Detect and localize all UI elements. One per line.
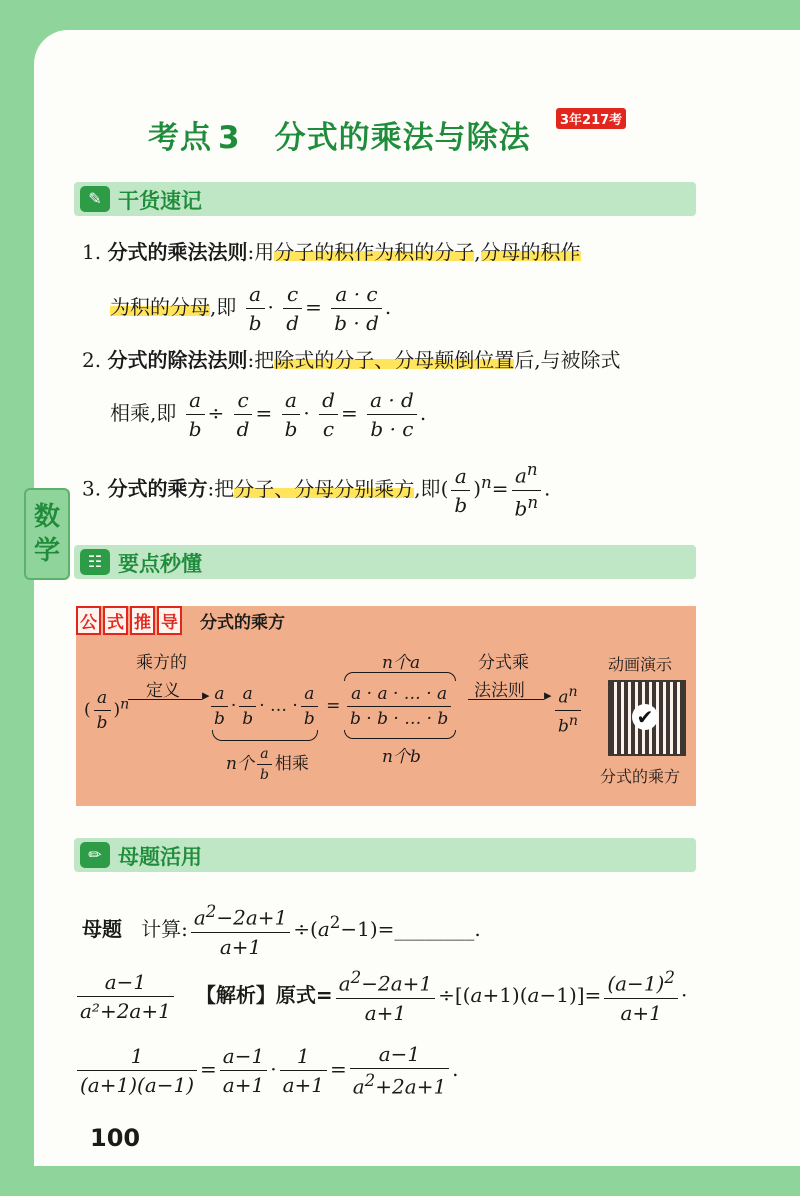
subject-tab <box>24 488 70 580</box>
rule-number: 3. <box>82 476 102 501</box>
problem-line: 母题 计算: $\frac{a^2-2a+1}{a+1}$ $\div(a^2-1)=\_\_\_\_\_\_\_\_$. <box>82 902 481 959</box>
analysis-line-2: $\frac{1}{(a+1)(a-1)}$ = $\frac{a-1}{a+1}$ · $\frac{1}{a+1}$ = $\frac{a-1}{a^2+2a+1}$ . <box>74 1042 459 1099</box>
product-expression: $\frac{a}{b}$ · $\frac{a}{b}$ · … · $\frac{a}{b}$ = <box>208 684 340 729</box>
arrow2-head: ▸ <box>544 686 552 704</box>
base-expression: ( $\frac{a}{b}$ )$^n$ <box>84 688 130 733</box>
subject-char-1: 数 <box>33 502 60 532</box>
highlight: 为积的分母 <box>110 295 210 319</box>
bottom-brace-label: n个b <box>382 747 421 767</box>
section-header-key-points <box>74 545 696 579</box>
fraction: $\frac{a^n}{b^n}$ <box>512 460 542 520</box>
text: 相乘,即 <box>110 401 177 425</box>
highlight: 分子的积作为积的分子 <box>274 240 475 264</box>
rule-2-line-1 <box>82 344 621 373</box>
rule-number: 1. <box>82 240 102 264</box>
qr-caption: 分式的乘方 <box>600 767 681 786</box>
derivation-title: 分式的乘方 <box>200 613 285 633</box>
subject-char-2: 学 <box>33 536 60 566</box>
problem-ask: 计算: <box>141 916 188 941</box>
fraction: $\frac{a}{b}$ <box>246 282 265 335</box>
rule-heading: 分式的乘法法则 <box>107 240 248 264</box>
problem-label: 母题 <box>82 916 122 941</box>
arrow1-top: 乘方的 <box>136 653 187 673</box>
fraction: $\frac{1}{(a+1)(a-1)}$ <box>77 1044 197 1097</box>
text: :把 <box>207 476 235 501</box>
presenter-icon: ☷ <box>80 549 110 575</box>
derivation-box <box>76 606 696 806</box>
fraction: $\frac{a^2-2a+1}{a+1}$ <box>336 968 435 1025</box>
n-label: n个 <box>226 754 254 774</box>
rule-1-line-2: 为积的分母,即 $\frac{a}{b}$ · $\frac{c}{d}$ = $\frac{a \cdot c}{b \cdot d}$ . <box>110 282 392 335</box>
merged-fraction: $\frac{a \cdot a \cdot \dots \cdot a}{b \cdot b \cdot \dots \cdot b}$ <box>344 684 454 729</box>
highlight: 分母的积作 <box>480 240 581 264</box>
title-number: 3 <box>218 120 241 156</box>
fraction: $\frac{a}{b}$ <box>282 388 301 441</box>
rule-2-line-2: 相乘,即 $\frac{a}{b}$ ÷ $\frac{c}{d}$ = $\frac{a}{b}$ · $\frac{d}{c}$ = $\frac{a \cdot d}{b \cdot c}$ . <box>110 388 427 441</box>
fraction: $\frac{a}{b}$ <box>451 464 470 517</box>
text: ,即 <box>210 295 237 319</box>
mult-label: 相乘 <box>274 754 309 774</box>
section-header-notes <box>74 182 696 216</box>
section-title: 母题活用 <box>118 845 202 869</box>
highlight: 除式的分子、分母颠倒位置 <box>274 348 515 372</box>
tag-char: 式 <box>103 606 128 635</box>
section-title: 干货速记 <box>118 189 202 213</box>
brace-under <box>212 730 318 741</box>
n-times-label: n个 $\frac{a}{b}$ 相乘 <box>226 746 309 783</box>
text: , <box>474 240 481 264</box>
arrow2-top: 分式乘 <box>478 653 529 673</box>
analysis-line-1: $\frac{a-1}{\text{a²+2a+1}}$ 【解析】原式= $\frac{a^2-2a+1}{a+1}$ ÷[(a+1)(a−1)]= $\frac{(a-1)^2}{a+1}$ · <box>74 968 687 1025</box>
rule-heading: 分式的除法法则 <box>107 348 248 372</box>
tag-char: 导 <box>157 606 182 635</box>
check-icon: ✔ <box>632 704 658 730</box>
tag-char: 推 <box>130 606 155 635</box>
rule-3-line: 3. 分式的乘方:把分子、分母分别乘方,即( $\frac{a}{b}$ )$^n$= $\frac{a^n}{b^n}$ . <box>82 460 551 521</box>
fraction: $\frac{(a-1)^2}{a+1}$ <box>604 968 678 1025</box>
text: 后,与被除式 <box>514 348 621 372</box>
fraction: $\frac{c}{d}$ <box>234 388 253 441</box>
fraction: $\frac{c}{d}$ <box>283 282 302 335</box>
derivation-tag <box>76 606 184 635</box>
top-brace-label: n个a <box>382 653 421 673</box>
title-label: 考点 <box>148 120 212 156</box>
text: ,即 <box>414 476 441 501</box>
fraction: $\frac{1}{a+1}$ <box>280 1044 327 1097</box>
brace-over <box>344 672 456 681</box>
pencil-icon: ✏ <box>80 842 110 868</box>
page-title <box>148 112 531 157</box>
rule-heading: 分式的乘方 <box>107 476 208 501</box>
fraction: $\frac{a}{b}$ <box>186 388 205 441</box>
animation-label: 动画演示 <box>608 655 673 674</box>
notes-icon: ✎ <box>80 186 110 212</box>
fraction: $\frac{a \cdot c}{b \cdot d}$ <box>331 282 382 335</box>
title-topic: 分式的乘法与除法 <box>274 120 531 156</box>
rule-1-line-1 <box>82 236 581 265</box>
arrow1-bottom: 定义 <box>146 681 180 701</box>
highlight: 分子、分母分别乘方 <box>234 476 415 501</box>
fraction: $\frac{d}{c}$ <box>319 388 338 441</box>
text: :用 <box>247 240 275 264</box>
fraction: $\frac{a-1}{a+1}$ <box>220 1044 267 1097</box>
fraction: $\frac{a^2-2a+1}{a+1}$ <box>191 902 290 959</box>
arrow1-head: ▸ <box>202 686 210 704</box>
analysis-label: 【解析】原式= <box>195 982 333 1007</box>
text: :把 <box>247 348 275 372</box>
page-number: 100 <box>90 1124 141 1152</box>
arrow2-line <box>468 699 544 700</box>
fraction: $\frac{a \cdot d}{b \cdot c}$ <box>367 388 417 441</box>
brace-under-2 <box>344 730 456 739</box>
arrow2-bottom: 法法则 <box>474 681 525 701</box>
answer-fraction: $\frac{a-1}{\text{a²+2a+1}}$ <box>77 970 174 1023</box>
fraction: $\frac{a-1}{a^2+2a+1}$ <box>350 1042 449 1099</box>
tag-char: 公 <box>76 606 101 635</box>
arrow1-line <box>128 699 202 700</box>
exam-frequency-badge: 3年217考 <box>556 108 626 129</box>
section-title: 要点秒懂 <box>118 552 202 576</box>
rule-number: 2. <box>82 348 102 372</box>
section-header-problems <box>74 838 696 872</box>
answer-blank: ________. <box>394 916 481 941</box>
result-fraction: $\frac{a^n}{b^n}$ <box>552 684 584 736</box>
